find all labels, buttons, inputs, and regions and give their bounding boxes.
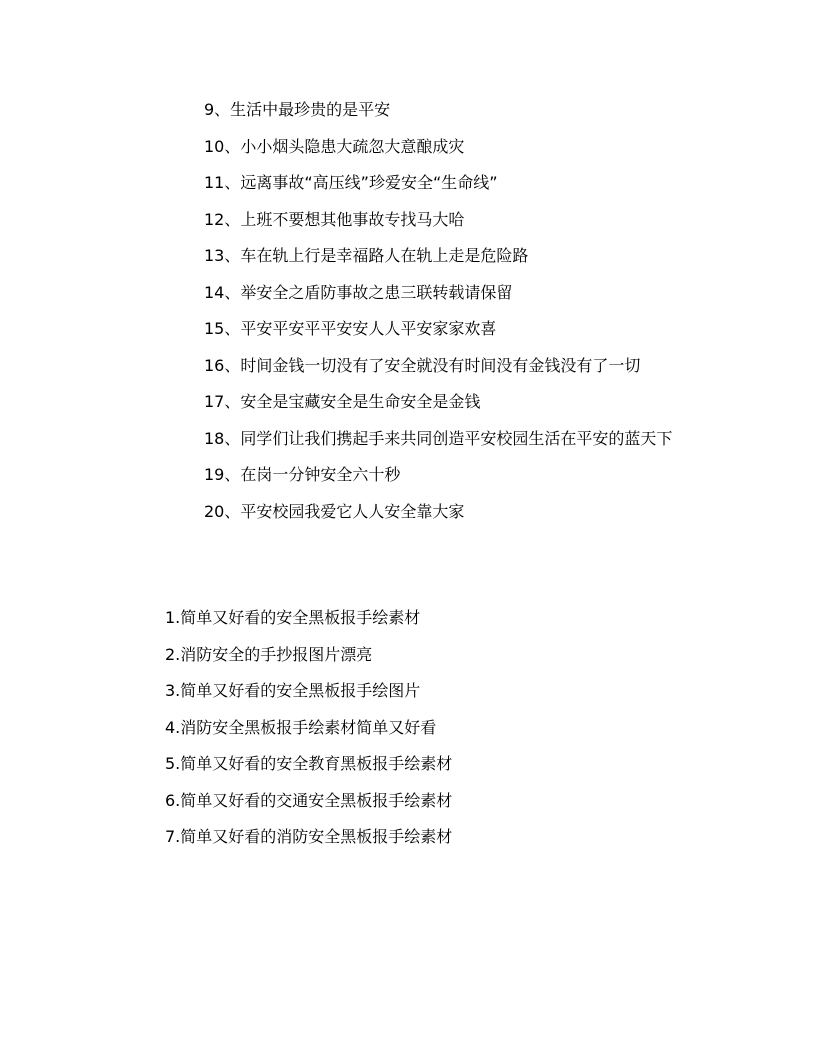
slogan-11: 11、远离事故“高压线”珍爱安全“生命线” (204, 173, 498, 192)
slogan-10: 10、小小烟头隐患大疏忽大意酿成灾 (204, 136, 465, 156)
slogan-9: 9、生活中最珍贵的是平安 (204, 100, 391, 119)
slogan-15: 15、平安平安平平安安人人平安家家欢喜 (204, 319, 497, 338)
related-article-2[interactable]: 2.消防安全的手抄报图片漂亮 (165, 644, 373, 664)
related-article-7[interactable]: 7.简单又好看的消防安全黑板报手绘素材 (165, 827, 453, 846)
slogan-16: 16、时间金钱一切没有了安全就没有时间没有金钱没有了一切 (204, 355, 641, 375)
related-articles-list (165, 600, 452, 856)
related-article-6[interactable]: 6.简单又好看的交通安全黑板报手绘素材 (165, 790, 453, 810)
slogan-17: 17、安全是宝藏安全是生命安全是金钱 (204, 392, 481, 411)
slogan-12: 12、上班不要想其他事故专找马大哈 (204, 209, 465, 229)
related-article-3[interactable]: 3.简单又好看的安全黑板报手绘图片 (165, 681, 421, 700)
related-article-4[interactable]: 4.消防安全黑板报手绘素材简单又好看 (165, 717, 437, 737)
slogan-20: 20、平安校园我爱它人人安全靠大家 (204, 501, 465, 521)
related-article-1[interactable]: 1.简单又好看的安全黑板报手绘素材 (165, 608, 421, 627)
slogan-13: 13、车在轨上行是幸福路人在轨上走是危险路 (204, 246, 529, 265)
slogan-18: 18、同学们让我们携起手来共同创造平安校园生活在平安的蓝天下 (204, 428, 673, 448)
slogan-14: 14、举安全之盾防事故之患三联转载请保留 (204, 282, 513, 302)
slogan-list (121, 92, 701, 530)
slogan-19: 19、在岗一分钟安全六十秒 (204, 465, 401, 484)
related-article-5[interactable]: 5.简单又好看的安全教育黑板报手绘素材 (165, 754, 453, 773)
